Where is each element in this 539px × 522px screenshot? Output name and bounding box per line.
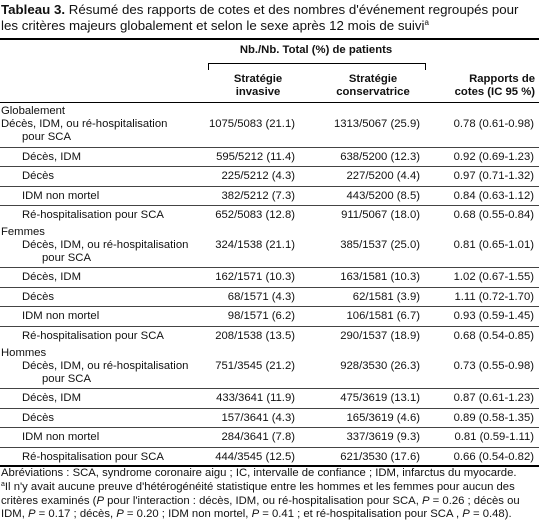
- cell-invasive: 1075/5083 (21.1): [208, 118, 295, 130]
- cell-odds-ratio: 1.11 (0.72-1.70): [454, 291, 534, 303]
- cell-conservative: 163/1581 (10.3): [340, 271, 420, 283]
- row-label-continued: pour SCA: [22, 131, 71, 143]
- cell-invasive: 98/1571 (6.2): [227, 310, 295, 322]
- cell-conservative: 638/5200 (12.3): [340, 151, 420, 163]
- cell-odds-ratio: 0.87 (0.61-1.23): [453, 392, 534, 404]
- cell-conservative: 928/3530 (26.3): [340, 360, 420, 372]
- cell-invasive: 324/1538 (21.1): [215, 239, 295, 251]
- cell-odds-ratio: 0.89 (0.58-1.35): [453, 412, 534, 424]
- col-conservative-header-line1: Stratégie: [348, 73, 398, 85]
- caption-text: Résumé des rapports de cotes et des nombres d'événement regroupés pour les critères majeurs globalement et selon le sexe après 12 mois de suivi: [1, 2, 519, 33]
- row-label: Décès: [22, 412, 55, 424]
- cell-invasive: 433/3641 (11.9): [216, 392, 295, 404]
- span-header-bracket: [208, 63, 426, 70]
- cell-conservative: 1313/5067 (25.9): [333, 118, 420, 130]
- cell-invasive: 382/5212 (7.3): [221, 190, 295, 202]
- cell-odds-ratio: 0.97 (0.71-1.32): [453, 170, 534, 182]
- row-label: Décès, IDM: [22, 151, 82, 163]
- cell-invasive: 162/1571 (10.3): [215, 271, 295, 283]
- row-label: Décès, IDM: [22, 392, 82, 404]
- cell-invasive: 208/1538 (13.5): [215, 330, 295, 342]
- cell-conservative: 165/3619 (4.6): [346, 412, 420, 424]
- header-rule: [0, 102, 539, 103]
- heterogeneity-footnote: $^a$Il n'y avait aucune preuve d'hétérogénéité statistique entre les hommes et les femmes pour aucun des critères examinés (P pour l'interaction : décès, IDM, ou ré-hospitalisation pour SCA, P = 0.26 ; décès ou IDM, P = 0.17 ; décès, P = 0.20 ; IDM non mortel, P = 0.41 ; et ré-hospitalisation pour SCA , P = 0.48).: [1, 481, 520, 520]
- cell-conservative: 106/1581 (6.7): [346, 310, 420, 322]
- cell-invasive: 444/3545 (12.5): [215, 451, 295, 463]
- row-label: Ré-hospitalisation pour SCA: [22, 209, 164, 221]
- cell-odds-ratio: 0.68 (0.55-0.84): [453, 209, 534, 221]
- cell-odds-ratio: 0.81 (0.65-1.01): [453, 239, 534, 251]
- cell-conservative: 290/1537 (18.9): [340, 330, 420, 342]
- cell-odds-ratio: 0.81 (0.59-1.11): [454, 431, 534, 443]
- row-label: Ré-hospitalisation pour SCA: [22, 330, 164, 342]
- row-label: Décès: [22, 170, 55, 182]
- cell-conservative: 385/1537 (25.0): [340, 239, 420, 251]
- row-label: Décès, IDM, ou ré-hospitalisation: [22, 239, 189, 251]
- cell-invasive: 284/3641 (7.8): [221, 431, 295, 443]
- abbreviations-footnote: Abréviations : SCA, syndrome coronaire aigu ; IC, intervalle de confiance ; IDM, infarctus du myocarde.: [1, 467, 517, 479]
- col-conservative-header-line2: conservatrice: [336, 86, 410, 98]
- top-rule: [0, 38, 539, 40]
- cell-odds-ratio: 0.84 (0.63-1.12): [453, 190, 534, 202]
- group-title-femmes: Femmes: [1, 226, 45, 238]
- row-label: IDM non mortel: [22, 431, 100, 443]
- row-label: IDM non mortel: [22, 310, 100, 322]
- cell-odds-ratio: 0.78 (0.61-0.98): [453, 118, 534, 130]
- group-title-hommes: Hommes: [1, 347, 47, 359]
- cell-odds-ratio: 0.66 (0.54-0.82): [453, 451, 534, 463]
- row-label: Décès, IDM, ou ré-hospitalisation: [1, 118, 168, 130]
- caption-note-marker: a: [424, 18, 429, 27]
- row-label: Ré-hospitalisation pour SCA: [22, 451, 164, 463]
- row-label-continued: pour SCA: [42, 252, 91, 264]
- col-or-header-line1: Rapports de: [469, 73, 535, 85]
- cell-conservative: 337/3619 (9.3): [346, 431, 420, 443]
- col-or-header-line2: cotes (IC 95 %): [454, 86, 535, 98]
- cell-conservative: 227/5200 (4.4): [346, 170, 420, 182]
- row-label: Décès: [22, 291, 55, 303]
- cell-invasive: 652/5083 (12.8): [215, 209, 295, 221]
- caption-label: Tableau 3.: [1, 2, 66, 17]
- cell-conservative: 443/5200 (8.5): [346, 190, 420, 202]
- cell-conservative: 621/3530 (17.6): [340, 451, 420, 463]
- cell-invasive: 68/1571 (4.3): [227, 291, 295, 303]
- cell-odds-ratio: 0.92 (0.69-1.23): [453, 151, 534, 163]
- cell-odds-ratio: 0.68 (0.54-0.85): [453, 330, 534, 342]
- cell-invasive: 157/3641 (4.3): [221, 412, 295, 424]
- cell-conservative: 911/5067 (18.0): [341, 209, 420, 221]
- table-caption: [1, 2, 536, 34]
- row-label: IDM non mortel: [22, 190, 100, 202]
- cell-conservative: 62/1581 (3.9): [352, 291, 420, 303]
- col-invasive-header-line2: invasive: [235, 86, 281, 98]
- col-invasive-header-line1: Stratégie: [233, 73, 283, 85]
- row-label-continued: pour SCA: [42, 373, 91, 385]
- group-title-globalement: Globalement: [1, 105, 66, 117]
- cell-invasive: 595/5212 (11.4): [216, 151, 295, 163]
- cell-invasive: 225/5212 (4.3): [221, 170, 295, 182]
- span-header: Nb./Nb. Total (%) de patients: [239, 44, 393, 56]
- row-label: Décès, IDM: [22, 271, 82, 283]
- cell-odds-ratio: 0.93 (0.59-1.45): [453, 310, 534, 322]
- cell-odds-ratio: 0.73 (0.55-0.98): [453, 360, 534, 372]
- cell-conservative: 475/3619 (13.1): [340, 392, 420, 404]
- footnote-marker: a: [1, 481, 5, 488]
- cell-invasive: 751/3545 (21.2): [215, 360, 295, 372]
- cell-odds-ratio: 1.02 (0.67-1.55): [453, 271, 534, 283]
- row-label: Décès, IDM, ou ré-hospitalisation: [22, 360, 189, 372]
